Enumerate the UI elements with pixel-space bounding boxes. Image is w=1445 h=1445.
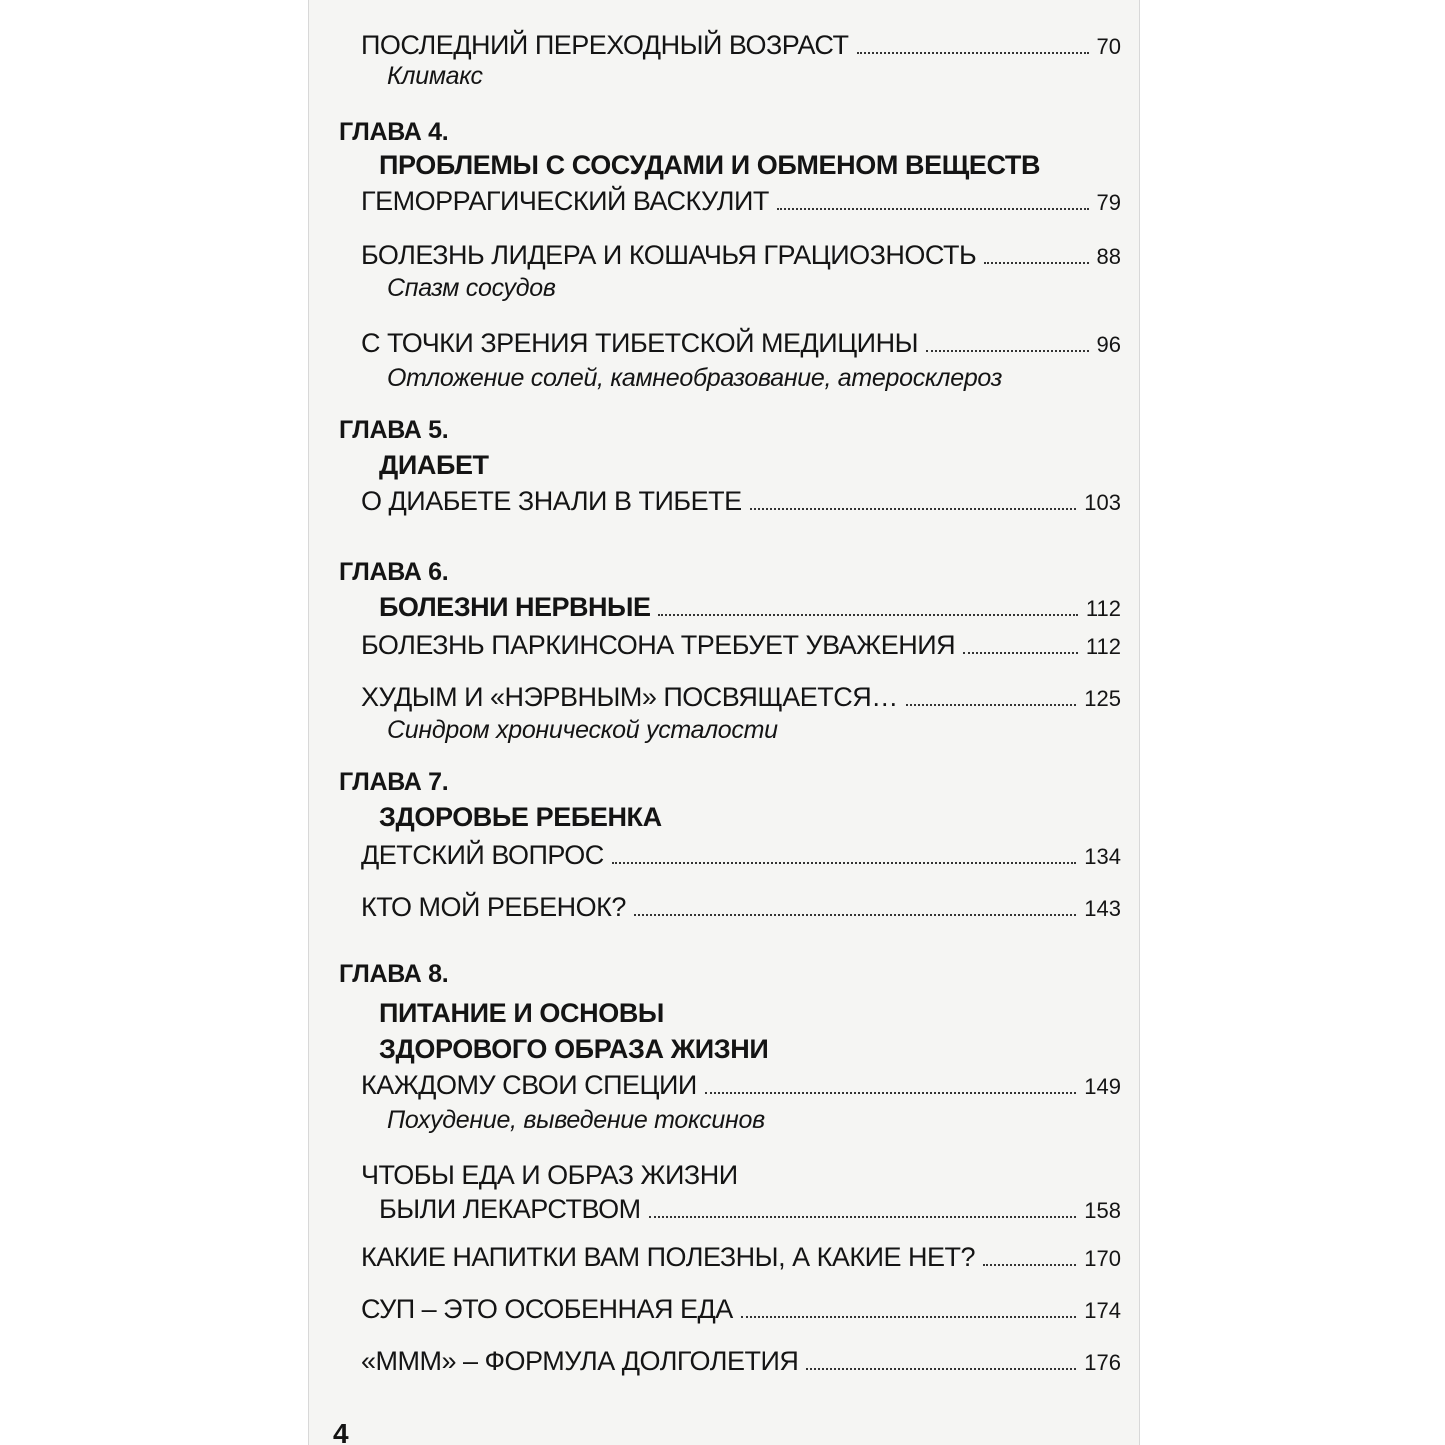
entry-title: «МММ» – ФОРМУЛА ДОЛГОЛЕТИЯ	[361, 1346, 799, 1376]
entry-title-line1: ЧТОБЫ ЕДА И ОБРАЗ ЖИЗНИ	[361, 1160, 738, 1190]
entry-title: ГЕМОРРАГИЧЕСКИЙ ВАСКУЛИТ	[361, 186, 769, 216]
entry-title: С ТОЧКИ ЗРЕНИЯ ТИБЕТСКОЙ МЕДИЦИНЫ	[361, 328, 918, 358]
toc-entry	[361, 328, 1121, 359]
entry-page-number: 174	[1084, 1298, 1121, 1323]
entry-page-number: 134	[1084, 844, 1121, 869]
chapter-title: ПРОБЛЕМЫ С СОСУДАМИ И ОБМЕНОМ ВЕЩЕСТВ	[379, 150, 1041, 180]
leader-dots	[906, 703, 1077, 706]
chapter-title: ДИАБЕТ	[379, 450, 489, 480]
entry-subtitle: Спазм сосудов	[387, 274, 556, 302]
toc-entry	[361, 1242, 1121, 1273]
entry-title: КАЖДОМУ СВОИ СПЕЦИИ	[361, 1070, 697, 1100]
entry-page-number: 103	[1084, 490, 1121, 515]
entry-page-number: 176	[1084, 1350, 1121, 1375]
chapter-title-line1: ПИТАНИЕ И ОСНОВЫ	[379, 998, 664, 1028]
leader-dots	[806, 1367, 1076, 1370]
entry-subtitle: Климакс	[387, 62, 483, 90]
leader-dots	[983, 1263, 1076, 1266]
toc-entry	[361, 1294, 1121, 1325]
entry-page-number: 112	[1085, 634, 1121, 659]
toc-entry	[379, 592, 1121, 623]
leader-dots	[705, 1091, 1076, 1094]
leader-dots	[857, 51, 1089, 54]
chapter-title-line2: ЗДОРОВОГО ОБРАЗА ЖИЗНИ	[379, 1034, 769, 1064]
entry-title: СУП – ЭТО ОСОБЕННАЯ ЕДА	[361, 1294, 733, 1324]
entry-title: БОЛЕЗНЬ ЛИДЕРА И КОШАЧЬЯ ГРАЦИОЗНОСТЬ	[361, 240, 977, 270]
entry-page-number: 125	[1084, 686, 1121, 711]
table-of-contents	[309, 0, 1139, 1445]
leader-dots	[777, 207, 1089, 210]
toc-entry	[361, 1070, 1121, 1101]
leader-dots	[658, 613, 1077, 616]
entry-page-number: 170	[1084, 1246, 1121, 1271]
leader-dots	[750, 507, 1077, 510]
toc-entry	[361, 892, 1121, 923]
entry-page-number: 88	[1096, 244, 1121, 269]
toc-entry	[361, 30, 1121, 61]
leader-dots	[984, 261, 1088, 264]
book-page	[308, 0, 1140, 1445]
toc-entry	[361, 630, 1121, 661]
entry-page-number: 96	[1096, 332, 1121, 357]
entry-title: ПОСЛЕДНИЙ ПЕРЕХОДНЫЙ ВОЗРАСТ	[361, 30, 849, 60]
entry-title: КАКИЕ НАПИТКИ ВАМ ПОЛЕЗНЫ, А КАКИЕ НЕТ?	[361, 1242, 975, 1272]
toc-entry	[361, 682, 1121, 713]
entry-title-line2: БЫЛИ ЛЕКАРСТВОМ	[379, 1194, 641, 1224]
entry-page-number: 143	[1084, 896, 1121, 921]
chapter-label: ГЛАВА 6.	[339, 558, 449, 586]
chapter-label: ГЛАВА 8.	[339, 960, 449, 988]
chapter-label: ГЛАВА 4.	[339, 118, 449, 146]
toc-entry	[361, 840, 1121, 871]
entry-page-number: 79	[1096, 190, 1121, 215]
toc-entry	[379, 1194, 1121, 1225]
entry-title: ДЕТСКИЙ ВОПРОС	[361, 840, 604, 870]
toc-entry	[361, 486, 1121, 517]
chapter-title: ЗДОРОВЬЕ РЕБЕНКА	[379, 802, 662, 832]
entry-page-number: 70	[1096, 34, 1121, 59]
leader-dots	[634, 913, 1076, 916]
entry-title: БОЛЕЗНЬ ПАРКИНСОНА ТРЕБУЕТ УВАЖЕНИЯ	[361, 630, 956, 660]
leader-dots	[649, 1215, 1077, 1218]
entry-page-number: 158	[1084, 1198, 1121, 1223]
entry-title: О ДИАБЕТЕ ЗНАЛИ В ТИБЕТЕ	[361, 486, 742, 516]
chapter-label: ГЛАВА 5.	[339, 416, 449, 444]
leader-dots	[926, 349, 1089, 352]
leader-dots	[741, 1315, 1076, 1318]
toc-entry	[361, 240, 1121, 271]
entry-title: ХУДЫМ И «НЭРВНЫМ» ПОСВЯЩАЕТСЯ…	[361, 682, 898, 712]
leader-dots	[612, 861, 1077, 864]
entry-subtitle: Синдром хронической усталости	[387, 716, 778, 744]
entry-page-number: 149	[1084, 1074, 1121, 1099]
chapter-title: БОЛЕЗНИ НЕРВНЫЕ	[379, 592, 651, 622]
toc-entry	[361, 186, 1121, 217]
chapter-label: ГЛАВА 7.	[339, 768, 449, 796]
toc-entry	[361, 1346, 1121, 1377]
page-number: 4	[333, 1418, 349, 1445]
entry-subtitle: Отложение солей, камнеобразование, атеросклероз	[387, 364, 1003, 392]
entry-title: КТО МОЙ РЕБЕНОК?	[361, 892, 626, 922]
entry-subtitle: Похудение, выведение токсинов	[387, 1106, 765, 1134]
entry-page-number: 112	[1085, 596, 1121, 621]
leader-dots	[963, 651, 1078, 654]
